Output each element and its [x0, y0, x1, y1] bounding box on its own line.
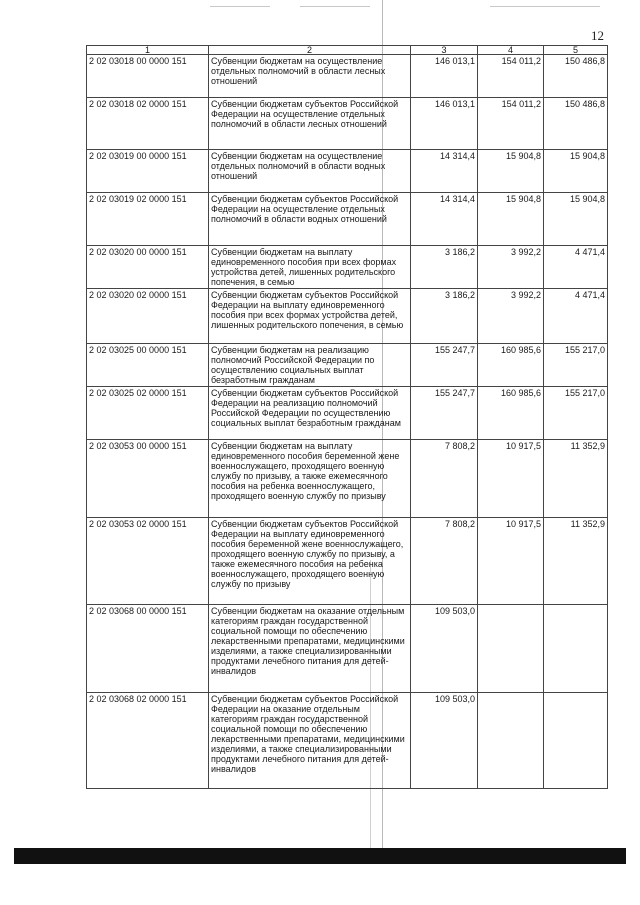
header-col-4: 4 — [478, 46, 544, 55]
row-value-col5: 11 352,9 — [544, 440, 608, 518]
row-code: 2 02 03025 02 0000 151 — [87, 387, 209, 440]
row-value-col4: 160 985,6 — [478, 344, 544, 387]
row-code: 2 02 03053 00 0000 151 — [87, 440, 209, 518]
row-code: 2 02 03025 00 0000 151 — [87, 344, 209, 387]
table-row — [87, 440, 608, 518]
header-col-1: 1 — [87, 46, 209, 55]
row-value-col3: 7 808,2 — [411, 518, 478, 605]
row-description: Субвенции бюджетам субъектов Российской Федерации на реализацию полномочий Российской Федерации по осуществлению социальных выплат безработным гражданам — [209, 387, 411, 440]
top-dash-1 — [210, 6, 270, 7]
row-value-col5: 4 471,4 — [544, 246, 608, 289]
table-row — [87, 55, 608, 98]
row-value-col5: 11 352,9 — [544, 518, 608, 605]
row-value-col5: 15 904,8 — [544, 193, 608, 246]
row-description: Субвенции бюджетам на реализацию полномочий Российской Федерации по осуществлению социальных выплат безработным гражданам — [209, 344, 411, 387]
row-code: 2 02 03018 02 0000 151 — [87, 98, 209, 150]
table-row — [87, 387, 608, 440]
budget-table — [86, 45, 608, 789]
row-description: Субвенции бюджетам субъектов Российской Федерации на выплату единовременного пособия беременной жене военнослужащего, проходящего военную службу по призыву, а также ежемесячного пособия на ребенка военнослужащего, проходящего военную службу по призыву — [209, 518, 411, 605]
row-value-col3: 7 808,2 — [411, 440, 478, 518]
row-description: Субвенции бюджетам на осуществление отдельных полномочий в области водных отношений — [209, 150, 411, 193]
row-value-col4: 160 985,6 — [478, 387, 544, 440]
row-description: Субвенции бюджетам субъектов Российской Федерации на оказание отдельным категориям граждан государственной социальной помощи по обеспечению лекарственными препаратами, медицинскими изделиями, а также специализированными продуктами лечебного питания для детей-инвалидов — [209, 693, 411, 789]
row-value-col4: 3 992,2 — [478, 289, 544, 344]
row-value-col3: 155 247,7 — [411, 387, 478, 440]
table-row — [87, 518, 608, 605]
row-value-col4: 10 917,5 — [478, 518, 544, 605]
row-value-col3: 109 503,0 — [411, 605, 478, 693]
row-description: Субвенции бюджетам на оказание отдельным категориям граждан государственной социальной помощи по обеспечению лекарственными препаратами, медицинскими изделиями, а также специализированными продуктами лечебного питания для детей-инвалидов — [209, 605, 411, 693]
row-value-col4: 15 904,8 — [478, 150, 544, 193]
row-value-col3: 146 013,1 — [411, 55, 478, 98]
row-value-col3: 155 247,7 — [411, 344, 478, 387]
table-header-row — [87, 46, 608, 55]
row-value-col4: 3 992,2 — [478, 246, 544, 289]
top-dash-3 — [490, 6, 600, 7]
row-code: 2 02 03019 00 0000 151 — [87, 150, 209, 193]
table-row — [87, 289, 608, 344]
row-code: 2 02 03020 00 0000 151 — [87, 246, 209, 289]
table-row — [87, 98, 608, 150]
row-value-col3: 146 013,1 — [411, 98, 478, 150]
row-value-col3: 14 314,4 — [411, 150, 478, 193]
table-row — [87, 246, 608, 289]
row-value-col5: 150 486,8 — [544, 98, 608, 150]
table-row — [87, 193, 608, 246]
scan-bottom-bar — [14, 848, 626, 864]
row-code: 2 02 03019 02 0000 151 — [87, 193, 209, 246]
row-value-col4 — [478, 693, 544, 789]
row-description: Субвенции бюджетам на выплату единовременного пособия беременной жене военнослужащего, проходящего военную службу по призыву, а также ежемесячного пособия на ребенка военнослужащего, проходящего военную службу по призыву — [209, 440, 411, 518]
row-value-col4: 15 904,8 — [478, 193, 544, 246]
row-value-col5: 155 217,0 — [544, 344, 608, 387]
row-description: Субвенции бюджетам субъектов Российской Федерации на осуществление отдельных полномочий в области водных отношений — [209, 193, 411, 246]
top-dash-2 — [300, 6, 370, 7]
row-value-col3: 3 186,2 — [411, 289, 478, 344]
table-row — [87, 344, 608, 387]
row-code: 2 02 03068 02 0000 151 — [87, 693, 209, 789]
row-value-col5: 155 217,0 — [544, 387, 608, 440]
row-description: Субвенции бюджетам на осуществление отдельных полномочий в области лесных отношений — [209, 55, 411, 98]
row-value-col5: 4 471,4 — [544, 289, 608, 344]
row-value-col3: 3 186,2 — [411, 246, 478, 289]
row-value-col3: 109 503,0 — [411, 693, 478, 789]
row-value-col4: 10 917,5 — [478, 440, 544, 518]
row-code: 2 02 03068 00 0000 151 — [87, 605, 209, 693]
row-value-col5 — [544, 605, 608, 693]
table-row — [87, 605, 608, 693]
row-value-col4 — [478, 605, 544, 693]
row-value-col3: 14 314,4 — [411, 193, 478, 246]
row-description: Субвенции бюджетам на выплату единовременного пособия при всех формах устройства детей, лишенных родительского попечения, в семью — [209, 246, 411, 289]
header-col-3: 3 — [411, 46, 478, 55]
row-code: 2 02 03018 00 0000 151 — [87, 55, 209, 98]
row-code: 2 02 03020 02 0000 151 — [87, 289, 209, 344]
row-value-col5: 150 486,8 — [544, 55, 608, 98]
page-number: 12 — [591, 28, 604, 43]
row-description: Субвенции бюджетам субъектов Российской Федерации на осуществление отдельных полномочий в области лесных отношений — [209, 98, 411, 150]
row-description: Субвенции бюджетам субъектов Российской Федерации на выплату единовременного пособия при всех формах устройства детей, лишенных родительского попечения, в семью — [209, 289, 411, 344]
row-value-col5 — [544, 693, 608, 789]
row-value-col5: 15 904,8 — [544, 150, 608, 193]
table-row — [87, 150, 608, 193]
header-col-2: 2 — [209, 46, 411, 55]
row-code: 2 02 03053 02 0000 151 — [87, 518, 209, 605]
row-value-col4: 154 011,2 — [478, 55, 544, 98]
row-value-col4: 154 011,2 — [478, 98, 544, 150]
header-col-5: 5 — [544, 46, 608, 55]
table-row — [87, 693, 608, 789]
